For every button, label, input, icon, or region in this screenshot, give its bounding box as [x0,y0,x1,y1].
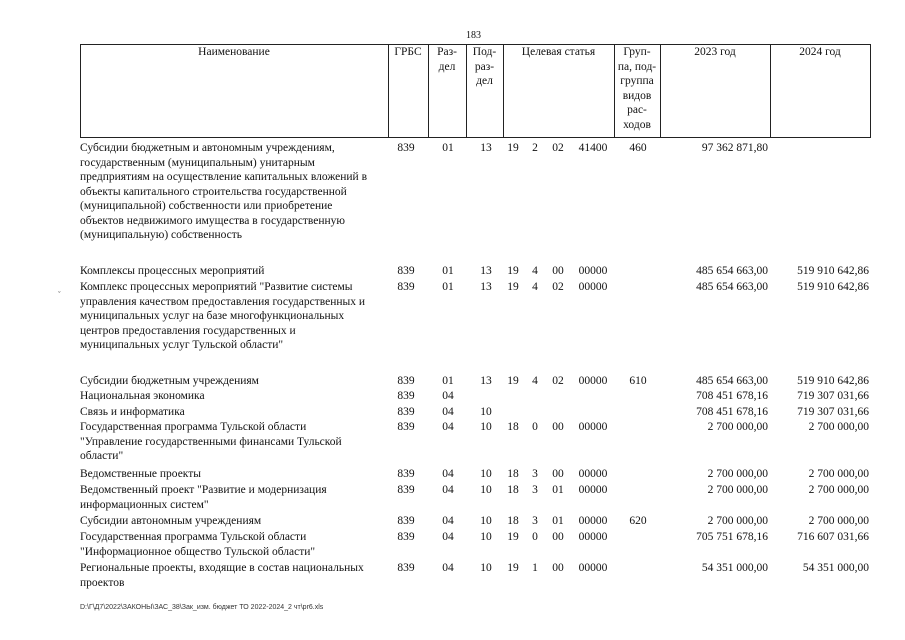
cell-razdel: 01 [442,265,454,277]
cell-cs1: 19 [507,281,519,293]
cell-cs4: 00000 [578,421,608,433]
cell-razdel: 01 [442,281,454,293]
row-name-line: Связь и информатика [80,406,185,418]
cell-y2023: 708 451 678,16 [696,406,768,418]
cell-y2024: 719 307 031,66 [797,406,869,418]
row-name-line: Национальная экономика [80,390,205,402]
cell-cs4: 00000 [578,484,608,496]
row-name [80,420,390,464]
page-number: 183 [466,30,481,41]
cell-cs4: 00000 [578,281,608,293]
cell-podrazdel: 10 [480,515,492,527]
row-name-line: информационных систем" [80,498,209,511]
cell-cs2: 3 [532,515,538,527]
row-name-line: объектов недвижимого имущества в государственную [80,214,345,227]
row-name [80,483,390,512]
cell-y2024: 2 700 000,00 [808,468,869,480]
header-2024: 2024 год [799,46,841,58]
row-name-line: муниципальных услуг Тульской области" [80,339,284,351]
cell-cs3: 02 [552,142,564,154]
row-name-line: области" [80,450,124,462]
cell-cs1: 19 [507,375,519,387]
cell-cs4: 00000 [578,265,608,277]
cell-y2023: 485 654 663,00 [696,281,768,293]
row-name-line: Комплекс процессных мероприятий "Развитие системы [80,281,353,293]
cell-cs2: 4 [532,265,538,277]
cell-y2024: 519 910 642,86 [797,281,869,293]
row-name-line: проектов [80,576,125,589]
header-grbs: ГРБС [394,46,422,58]
row-name [80,514,390,529]
cell-y2024: 519 910 642,86 [797,375,869,387]
cell-grbs: 839 [397,375,415,387]
header-expense-group: Груп- па, под- группа видов рас- ходов [617,46,657,131]
cell-cs3: 00 [552,265,564,277]
cell-grbs: 839 [397,484,415,496]
cell-y2024: 2 700 000,00 [808,515,869,527]
file-path-footer: D:\Г\Д7\2022\ЗАКОНЫ\ЗАС_38\Зак_изм. бюджет ТО 2022-2024_2 чт\pr6.xls [80,604,324,611]
cell-y2023: 708 451 678,16 [696,390,768,402]
row-name-line: Ведомственный проект "Развитие и модернизация [80,484,327,496]
cell-podrazdel: 13 [480,375,492,387]
row-name-line: центров предоставления государственных и [80,324,296,337]
cell-cs1: 18 [507,468,519,480]
cell-cs4: 00000 [578,531,608,543]
cell-y2023: 2 700 000,00 [707,515,768,527]
cell-cs3: 00 [552,562,564,574]
cell-cs2: 3 [532,468,538,480]
cell-cs2: 3 [532,484,538,496]
cell-cs4: 00000 [578,515,608,527]
cell-cs2: 4 [532,375,538,387]
cell-cs3: 00 [552,531,564,543]
row-name [80,405,390,420]
row-name-line: муниципальных услуг на базе многофункциональных [80,310,345,322]
cell-razdel: 04 [442,421,454,433]
cell-cs1: 18 [507,484,519,496]
row-name-line: Субсидии бюджетным учреждениям [80,375,259,387]
header-razdel: Раз- дел [437,46,457,73]
cell-razdel: 04 [442,515,454,527]
cell-grbs: 839 [397,406,415,418]
cell-y2024: 719 307 031,66 [797,390,869,402]
cell-cs1: 19 [507,562,519,574]
cell-cs3: 02 [552,375,564,387]
header-target-article: Целевая статья [521,46,596,58]
cell-cs4: 00000 [578,562,608,574]
cell-cs4: 41400 [578,142,608,154]
cell-y2024: 2 700 000,00 [808,421,869,433]
cell-group: 460 [629,142,647,154]
header-bottom-rule [80,137,871,138]
cell-razdel: 04 [442,406,454,418]
cell-cs1: 18 [507,515,519,527]
cell-y2023: 485 654 663,00 [696,265,768,277]
cell-y2024: 54 351 000,00 [802,562,869,574]
cell-razdel: 04 [442,484,454,496]
row-name-line: Государственная программа Тульской области [80,421,307,433]
cell-cs2: 2 [532,142,538,154]
cell-y2024: 519 910 642,86 [797,265,869,277]
cell-y2023: 54 351 000,00 [701,562,768,574]
cell-y2023: 2 700 000,00 [707,484,768,496]
row-name [80,467,390,482]
cell-cs3: 01 [552,484,564,496]
cell-podrazdel: 13 [480,142,492,154]
row-name-line: Ведомственные проекты [80,468,201,480]
row-name-line: объекты капитального строительства государственной [80,185,347,198]
cell-group: 620 [629,515,647,527]
header-name: Наименование [198,46,270,58]
row-name-line: предприятиям на осуществление капитальных вложений в [80,171,368,183]
row-name-line: "Управление государственными финансами Тульской [80,435,342,448]
col-divider [870,44,871,137]
cell-podrazdel: 10 [480,421,492,433]
cell-cs3: 01 [552,515,564,527]
cell-cs1: 18 [507,421,519,433]
cell-razdel: 04 [442,390,454,402]
row-name [80,141,390,243]
cell-cs2: 4 [532,281,538,293]
row-name [80,280,390,353]
row-name-line: Субсидии автономным учреждениям [80,515,262,527]
cell-podrazdel: 13 [480,281,492,293]
row-name-line: Государственная программа Тульской области [80,531,307,543]
cell-group: 610 [629,375,647,387]
row-name-line: Региональные проекты, входящие в состав национальных [80,562,364,574]
cell-cs2: 0 [532,531,538,543]
cell-cs3: 00 [552,421,564,433]
cell-cs3: 02 [552,281,564,293]
cell-grbs: 839 [397,390,415,402]
header-podrazdel: Под- раз- дел [472,46,497,87]
cell-grbs: 839 [397,562,415,574]
cell-grbs: 839 [397,531,415,543]
cell-y2023: 2 700 000,00 [707,468,768,480]
cell-razdel: 04 [442,531,454,543]
cell-y2024: 716 607 031,66 [797,531,869,543]
cell-cs1: 19 [507,265,519,277]
row-name [80,374,390,389]
cell-razdel: 04 [442,562,454,574]
cell-grbs: 839 [397,142,415,154]
cell-grbs: 839 [397,421,415,433]
cell-grbs: 839 [397,281,415,293]
row-name [80,264,390,279]
cell-podrazdel: 10 [480,406,492,418]
cell-grbs: 839 [397,265,415,277]
cell-podrazdel: 10 [480,484,492,496]
cell-cs1: 19 [507,531,519,543]
row-name-line: "Информационное общество Тульской области" [80,545,316,558]
cell-cs1: 19 [507,142,519,154]
cell-razdel: 01 [442,375,454,387]
cell-y2023: 705 751 678,16 [696,531,768,543]
cell-cs4: 00000 [578,468,608,480]
cell-grbs: 839 [397,468,415,480]
row-name [80,530,390,559]
row-name [80,389,390,404]
row-name-line: управления качеством предоставления государственных и [80,295,366,308]
cell-cs2: 0 [532,421,538,433]
row-name-line: (муниципальной) собственности или приобретение [80,200,333,212]
header-2023: 2023 год [694,46,736,58]
cell-y2024: 2 700 000,00 [808,484,869,496]
row-name-line: (муниципальную) собственность [80,229,243,241]
cell-cs3: 00 [552,468,564,480]
row-name [80,561,390,590]
cell-grbs: 839 [397,515,415,527]
cell-podrazdel: 10 [480,531,492,543]
cell-y2023: 485 654 663,00 [696,375,768,387]
scan-speck: ˇ [58,290,61,299]
row-name-line: Комплексы процессных мероприятий [80,265,265,277]
cell-podrazdel: 13 [480,265,492,277]
row-name-line: Субсидии бюджетным и автономным учреждениям, [80,142,335,154]
row-name-line: государственным (муниципальным) унитарным [80,156,315,169]
cell-podrazdel: 10 [480,562,492,574]
cell-y2023: 2 700 000,00 [707,421,768,433]
cell-cs4: 00000 [578,375,608,387]
cell-razdel: 04 [442,468,454,480]
cell-y2023: 97 362 871,80 [701,142,768,154]
cell-podrazdel: 10 [480,468,492,480]
cell-cs2: 1 [532,562,538,574]
cell-razdel: 01 [442,142,454,154]
